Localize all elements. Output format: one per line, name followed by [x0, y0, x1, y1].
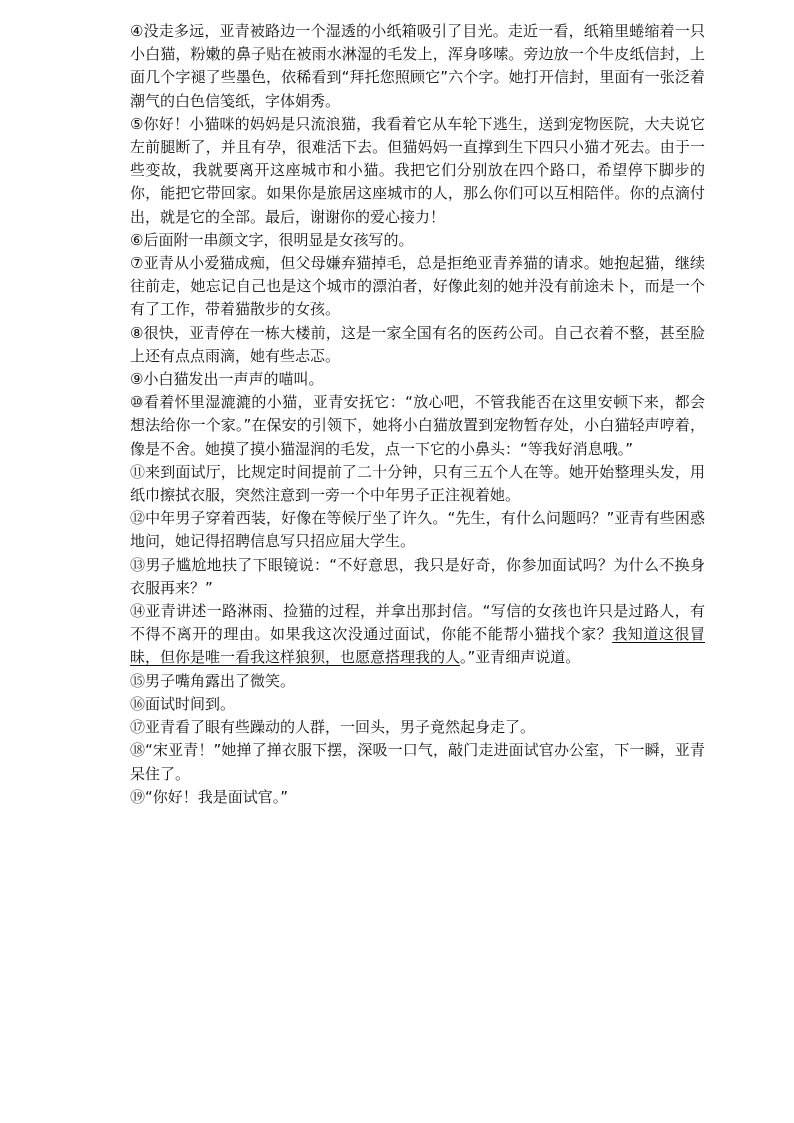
paragraph-6: ⑥后面附一串颜文字，很明显是女孩写的。: [130, 230, 414, 249]
paragraph-18: ⑱“宋亚青！”她掸了掸衣服下摆，深吸一口气，敲门走进面试官办公室，下一瞬，亚青呆住了。: [130, 741, 705, 783]
underlined-sentence: 我知道这很冒昧，但你是唯一看我这样狼狈，也愿意搭理我的人: [130, 625, 705, 667]
story-text: [130, 20, 705, 809]
paragraph-15: ⑮男子嘴角露出了微笑。: [130, 671, 296, 690]
paragraph-8: ⑧很快，亚青停在一栋大楼前，这是一家全国有名的医药公司。自己衣着不整，甚至脸上还有点点雨滴，她有些忐忑。: [130, 323, 705, 365]
paragraph-14: [130, 600, 705, 670]
paragraph-12: ⑫中年男子穿着西装，好像在等候厅坐了许久。“先生，有什么问题吗？”亚青有些困惑地问，她记得招聘信息写只招应届大学生。: [130, 509, 705, 551]
paragraph-11: ⑪来到面试厅，比规定时间提前了二十分钟，只有三五个人在等。她开始整理头发，用纸巾擦拭衣服，突然注意到一旁一个中年男子正注视着她。: [130, 462, 705, 505]
paragraph-4: ④没走多远，亚青被路边一个湿透的小纸箱吸引了目光。走近一看，纸箱里蜷缩着一只小白猫，粉嫩的鼻子贴在被雨水淋湿的毛发上，浑身哆嗦。旁边放一个牛皮纸信封，上面几个字褪了些墨色，依稀看到“拜托您照顾它”六个字。她打开信封，里面有一张泛着潮气的白色信笺纸，字体娟秀。: [130, 22, 705, 110]
paragraph-5: ⑤你好！小猫咪的妈妈是只流浪猫，我看着它从车轮下逃生，送到宠物医院，大夫说它左前腿断了，并且有孕，很难活下去。但猫妈妈一直撑到生下四只小猫才死去。由于一些变故，我就要离开这座城市和小猫。我把它们分别放在四个路口，希望停下脚步的你，能把它带回家。如果你是旅居这座城市的人，那么你们可以互相陪伴。你的点滴付出，就是它的全部。最后，谢谢你的爱心接力！: [130, 114, 705, 226]
paragraph-14-after: 。”亚青细声说道。: [460, 648, 581, 667]
paragraph-19: ⑲“你好！我是面试官。”: [130, 787, 289, 806]
paragraph-7: ⑦亚青从小爱猫成痴，但父母嫌弃猫掉毛，总是拒绝亚青养猫的请求。她抱起猫，继续往前走，她忘记自己也是这个城市的漂泊者，好像此刻的她并没有前途未卜，而是一个有了工作，带着猫散步的女孩。: [130, 254, 705, 319]
paragraph-9: ⑨小白猫发出一声声的喵叫。: [130, 370, 324, 389]
paragraph-17: ⑰亚青看了眼有些躁动的人群，一回头，男子竟然起身走了。: [130, 718, 536, 737]
paragraph-10: ⑩看着怀里湿漉漉的小猫，亚青安抚它：“放心吧，不管我能否在这里安顿下来，都会想法给你一个家。”在保安的引领下，她将小白猫放置到宠物暂存处，小白猫轻声哼着，像是不舍。她摸了摸小猫湿润的毛发，点一下它的小鼻头：“等我好消息哦。”: [130, 393, 705, 458]
paragraph-13: ⑬男子尴尬地扶了下眼镜说：“不好意思，我只是好奇，你参加面试吗？为什么不换身衣服再来？”: [130, 555, 705, 597]
paragraph-16: ⑯面试时间到。: [130, 694, 236, 713]
paragraph-14-before: ⑭亚青讲述一路淋雨、捡猫的过程，并拿出那封信。“写信的女孩也许只是过路人，有不得不离开的理由。如果我这次没通过面试，你能不能帮小猫找个家？: [130, 602, 705, 644]
